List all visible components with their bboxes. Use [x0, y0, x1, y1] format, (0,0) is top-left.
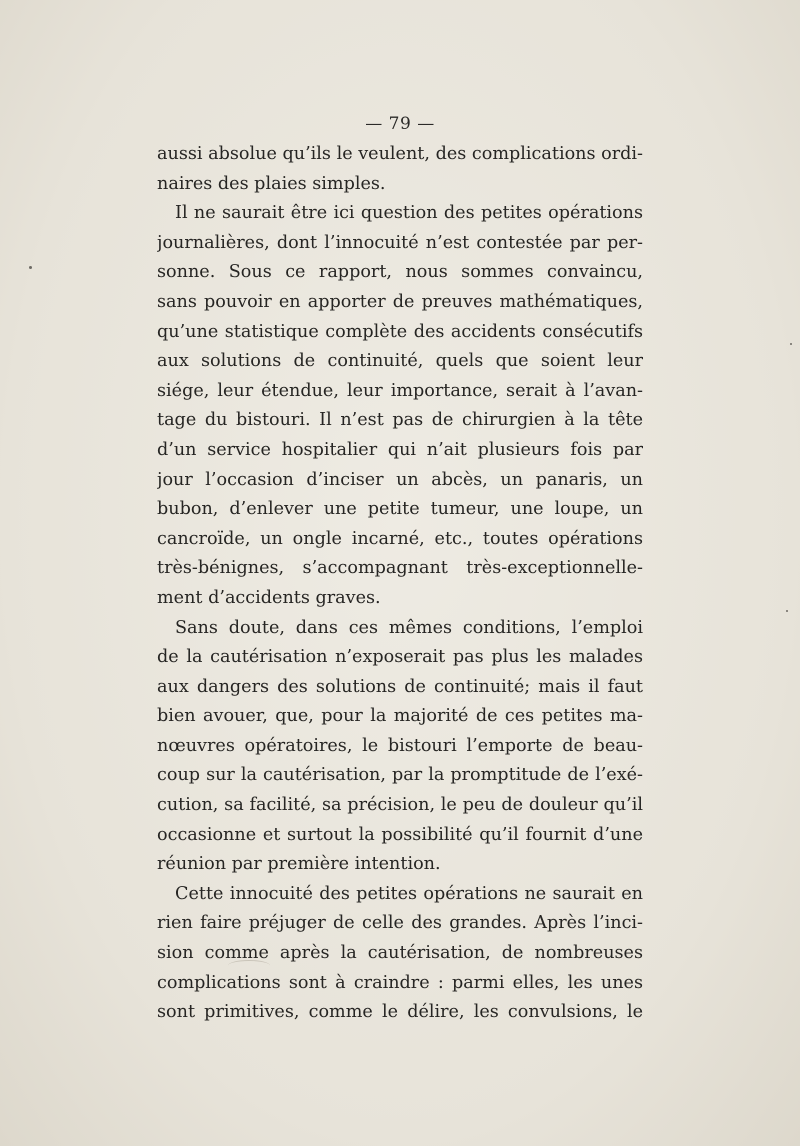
text-line: aussi absolue qu’ils le veulent, des complications ordi- [157, 144, 643, 164]
text-line: très-bénignes, s’accompagnant très-exceptionnelle- [157, 558, 643, 579]
text-line: réunion par première intention. [157, 854, 441, 875]
text-line: bien avouer, que, pour la majorité de ces petites ma- [157, 706, 643, 727]
text-line: qu’une statistique complète des accidents consécutifs [157, 321, 643, 342]
text-line: complications sont à craindre : parmi elles, les unes [157, 972, 643, 993]
text-line: cancroïde, un ongle incarné, etc., toutes opérations [157, 528, 643, 549]
paper-speck [29, 266, 32, 269]
text-line: Cette innocuité des petites opérations ne saurait en [175, 883, 643, 904]
text-line: nœuvres opératoires, le bistouri l’emporte de beau- [157, 735, 643, 756]
text-line: cution, sa facilité, sa précision, le peu de douleur qu’il [157, 795, 643, 816]
text-line: sans pouvoir en apporter de preuves mathématiques, [157, 291, 643, 312]
text-line: sion comme après la cautérisation, de nombreuses [157, 943, 643, 964]
text-line: journalières, dont l’innocuité n’est contestée par per- [157, 232, 643, 253]
body-text [157, 140, 643, 1028]
text-line: sont primitives, comme le délire, les convulsions, le [157, 1002, 643, 1023]
text-line: Il ne saurait être ici question des petites opérations [175, 203, 643, 224]
page-number: — 79 — [365, 114, 435, 134]
text-line: ment d’accidents graves. [157, 587, 381, 608]
paper-speck [786, 610, 788, 612]
text-line: naires des plaies simples. [157, 173, 386, 194]
text-line: coup sur la cautérisation, par la promptitude de l’exé- [157, 765, 643, 786]
text-line: tage du bistouri. Il n’est pas de chirurgien à la tête [157, 410, 643, 431]
text-line: aux solutions de continuité, quels que soient leur [157, 351, 643, 372]
text-line: aux dangers des solutions de continuité; mais il faut [157, 676, 643, 697]
text-line: de la cautérisation n’exposerait pas plus les malades [157, 647, 643, 668]
text-line: sonne. Sous ce rapport, nous sommes convaincu, [157, 262, 643, 283]
paper-smudge [228, 960, 270, 971]
text-line: jour l’occasion d’inciser un abcès, un panaris, un [157, 469, 643, 490]
text-line: bubon, d’enlever une petite tumeur, une loupe, un [157, 499, 643, 520]
paper-speck [790, 343, 792, 345]
text-line: rien faire préjuger de celle des grandes. Après l’inci- [157, 913, 643, 934]
text-line: siége, leur étendue, leur importance, serait à l’avan- [157, 380, 643, 401]
text-line: occasionne et surtout la possibilité qu’il fournit d’une [157, 824, 643, 845]
text-line: d’un service hospitalier qui n’ait plusieurs fois par [157, 439, 643, 460]
text-line: Sans doute, dans ces mêmes conditions, l’emploi [175, 617, 643, 638]
